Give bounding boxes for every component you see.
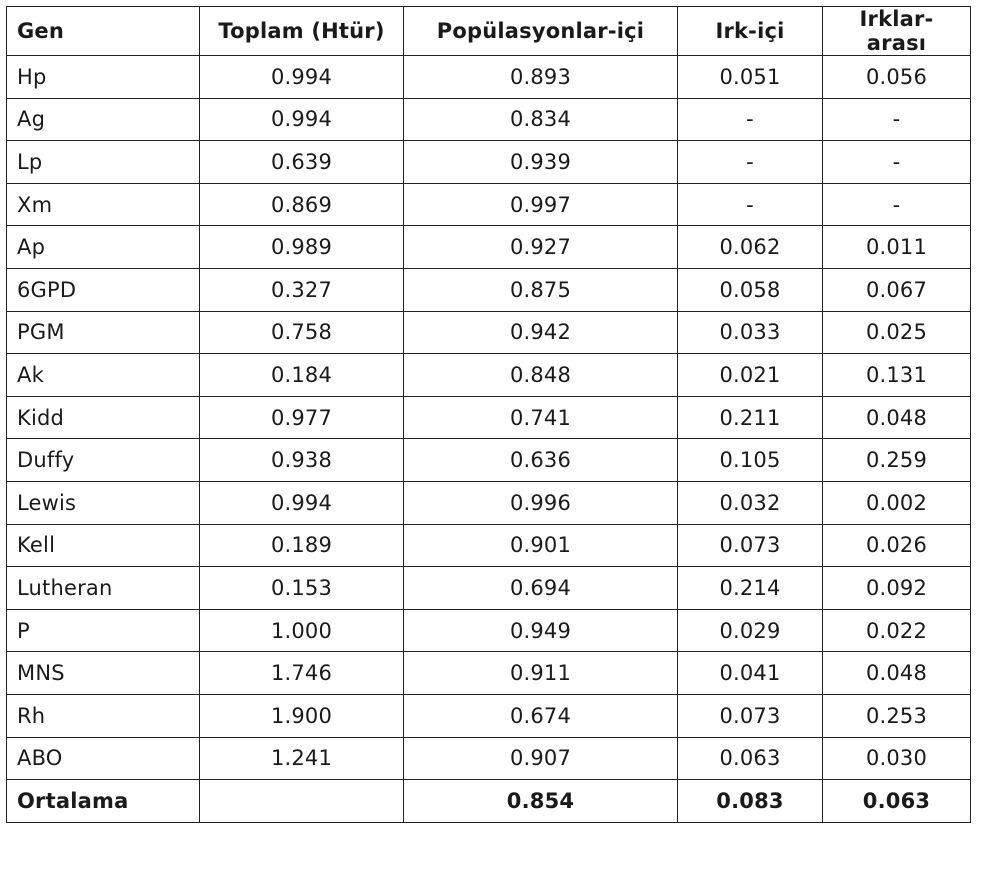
header-gen: Gen [7, 7, 200, 56]
cell-irk-ici: 0.105 [678, 439, 823, 482]
cell-gen: Ap [7, 226, 200, 269]
cell-toplam: 0.989 [200, 226, 404, 269]
cell-irklar-arasi: 0.002 [823, 481, 971, 524]
cell-gen: Xm [7, 183, 200, 226]
cell-populasyonlar-ici: 0.939 [404, 141, 678, 184]
cell-irklar-arasi: 0.259 [823, 439, 971, 482]
cell-irk-ici: 0.041 [678, 652, 823, 695]
cell-irklar-arasi: 0.026 [823, 524, 971, 567]
cell-irklar-arasi: 0.048 [823, 652, 971, 695]
cell-toplam: 0.869 [200, 183, 404, 226]
cell-populasyonlar-ici: 0.927 [404, 226, 678, 269]
table-row [7, 737, 971, 780]
header-irk-ici: Irk-içi [678, 7, 823, 56]
cell-irklar-arasi: 0.025 [823, 311, 971, 354]
cell-gen: Kell [7, 524, 200, 567]
cell-populasyonlar-ici: 0.694 [404, 567, 678, 610]
table-row [7, 524, 971, 567]
cell-irk-ici: 0.029 [678, 609, 823, 652]
cell-gen: Rh [7, 694, 200, 737]
cell-populasyonlar-ici: 0.636 [404, 439, 678, 482]
average-row [7, 780, 971, 823]
cell-irk-ici: - [678, 183, 823, 226]
cell-gen: Kidd [7, 396, 200, 439]
cell-populasyonlar-ici: 0.901 [404, 524, 678, 567]
cell-irk-ici: - [678, 141, 823, 184]
cell-irklar-arasi: 0.092 [823, 567, 971, 610]
cell-irk-ici: 0.073 [678, 694, 823, 737]
cell-populasyonlar-ici: 0.907 [404, 737, 678, 780]
cell-populasyonlar-ici: 0.848 [404, 354, 678, 397]
cell-irklar-arasi: 0.022 [823, 609, 971, 652]
cell-gen: ABO [7, 737, 200, 780]
cell-irk-ici: 0.058 [678, 268, 823, 311]
cell-toplam: 1.900 [200, 694, 404, 737]
average-irk-ici: 0.083 [678, 780, 823, 823]
cell-irk-ici: 0.051 [678, 56, 823, 99]
cell-gen: MNS [7, 652, 200, 695]
cell-toplam: 0.994 [200, 481, 404, 524]
cell-toplam: 0.189 [200, 524, 404, 567]
average-label: Ortalama [7, 780, 200, 823]
cell-gen: Duffy [7, 439, 200, 482]
header-irklar-arasi: Irklar-arası [823, 7, 971, 56]
cell-irklar-arasi: - [823, 98, 971, 141]
cell-toplam: 0.938 [200, 439, 404, 482]
cell-irk-ici: - [678, 98, 823, 141]
table-row [7, 268, 971, 311]
cell-irklar-arasi: 0.067 [823, 268, 971, 311]
cell-gen: 6GPD [7, 268, 200, 311]
cell-irk-ici: 0.033 [678, 311, 823, 354]
cell-populasyonlar-ici: 0.911 [404, 652, 678, 695]
cell-gen: Lp [7, 141, 200, 184]
average-toplam [200, 780, 404, 823]
table-row [7, 567, 971, 610]
cell-irklar-arasi: 0.056 [823, 56, 971, 99]
cell-irk-ici: 0.073 [678, 524, 823, 567]
cell-toplam: 0.994 [200, 98, 404, 141]
cell-toplam: 1.241 [200, 737, 404, 780]
header-toplam: Toplam (Htür) [200, 7, 404, 56]
cell-populasyonlar-ici: 0.996 [404, 481, 678, 524]
cell-toplam: 0.639 [200, 141, 404, 184]
cell-irk-ici: 0.021 [678, 354, 823, 397]
cell-toplam: 0.153 [200, 567, 404, 610]
cell-gen: Ak [7, 354, 200, 397]
table-row [7, 354, 971, 397]
table-row [7, 311, 971, 354]
cell-populasyonlar-ici: 0.942 [404, 311, 678, 354]
cell-irk-ici: 0.211 [678, 396, 823, 439]
cell-toplam: 0.994 [200, 56, 404, 99]
table-row [7, 98, 971, 141]
table-row [7, 609, 971, 652]
average-irklar-arasi: 0.063 [823, 780, 971, 823]
cell-irklar-arasi: - [823, 141, 971, 184]
cell-toplam: 1.000 [200, 609, 404, 652]
cell-gen: Ag [7, 98, 200, 141]
table-row [7, 694, 971, 737]
header-populasyonlar-ici: Popülasyonlar-içi [404, 7, 678, 56]
cell-populasyonlar-ici: 0.997 [404, 183, 678, 226]
cell-gen: Lewis [7, 481, 200, 524]
cell-irk-ici: 0.062 [678, 226, 823, 269]
cell-populasyonlar-ici: 0.875 [404, 268, 678, 311]
cell-toplam: 0.327 [200, 268, 404, 311]
table-row [7, 439, 971, 482]
cell-toplam: 0.977 [200, 396, 404, 439]
cell-irklar-arasi: 0.131 [823, 354, 971, 397]
cell-irklar-arasi: 0.048 [823, 396, 971, 439]
cell-populasyonlar-ici: 0.674 [404, 694, 678, 737]
cell-irklar-arasi: 0.011 [823, 226, 971, 269]
cell-irk-ici: 0.032 [678, 481, 823, 524]
cell-populasyonlar-ici: 0.741 [404, 396, 678, 439]
average-populasyonlar-ici: 0.854 [404, 780, 678, 823]
cell-toplam: 0.184 [200, 354, 404, 397]
cell-irklar-arasi: - [823, 183, 971, 226]
table-row [7, 226, 971, 269]
cell-irk-ici: 0.214 [678, 567, 823, 610]
cell-gen: PGM [7, 311, 200, 354]
cell-populasyonlar-ici: 0.893 [404, 56, 678, 99]
cell-irk-ici: 0.063 [678, 737, 823, 780]
header-row [7, 7, 971, 56]
table-row [7, 396, 971, 439]
cell-gen: Lutheran [7, 567, 200, 610]
cell-populasyonlar-ici: 0.949 [404, 609, 678, 652]
cell-irklar-arasi: 0.253 [823, 694, 971, 737]
table-row [7, 141, 971, 184]
table-row [7, 652, 971, 695]
table-row [7, 481, 971, 524]
table-body [7, 56, 971, 780]
gene-diversity-table [6, 6, 971, 823]
cell-gen: P [7, 609, 200, 652]
cell-irklar-arasi: 0.030 [823, 737, 971, 780]
table-row [7, 183, 971, 226]
cell-toplam: 0.758 [200, 311, 404, 354]
cell-toplam: 1.746 [200, 652, 404, 695]
cell-gen: Hp [7, 56, 200, 99]
table-row [7, 56, 971, 99]
cell-populasyonlar-ici: 0.834 [404, 98, 678, 141]
gene-diversity-table-sheet [6, 6, 970, 823]
